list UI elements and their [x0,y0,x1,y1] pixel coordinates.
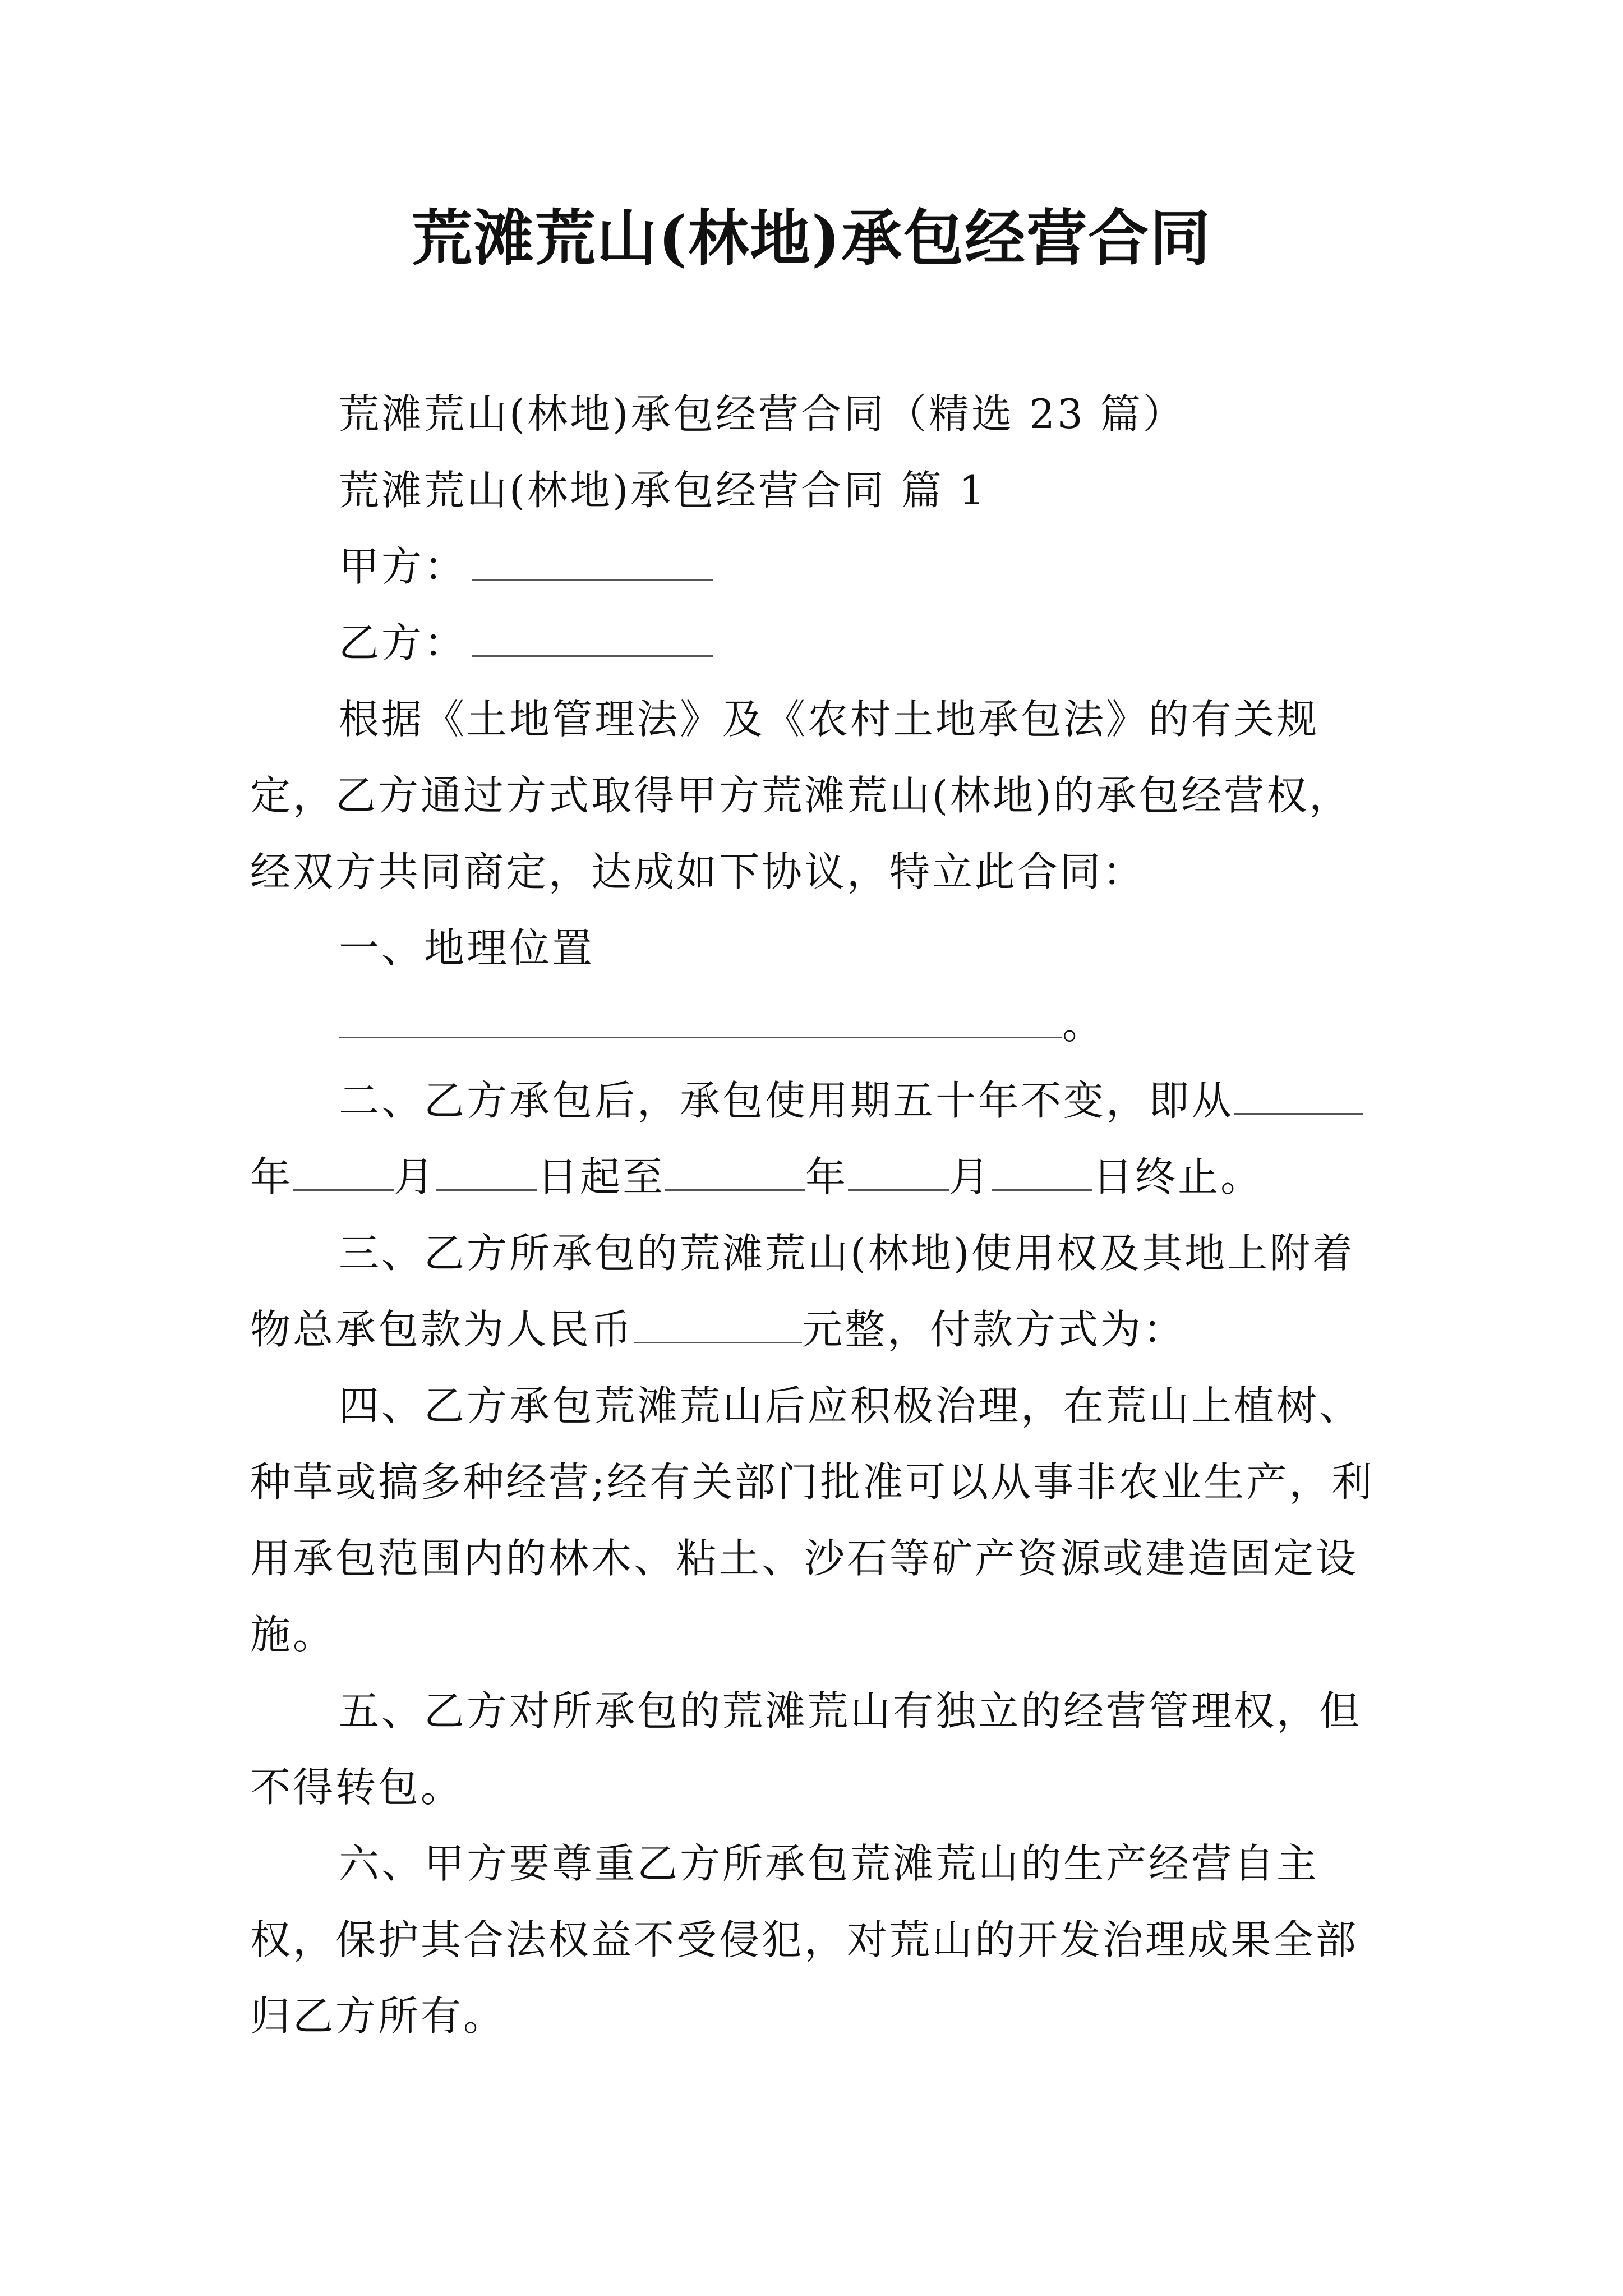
end-year-blank [665,1153,805,1191]
start-day-blank [436,1153,537,1191]
amount-blank [634,1305,802,1343]
clause-1-end: 。 [1062,1001,1105,1048]
clause-2-text: 二、乙方承包后，承包使用期五十年不变，即从 [339,1077,1234,1124]
party-b-line [250,605,1394,681]
clause-1-heading: 一、地理位置 [339,924,595,972]
end-day-blank [992,1153,1092,1191]
clause-3-text: 三、乙方所承包的荒滩荒山(林地)使用权及其地上附着物总承包款为人民币 [250,1230,1355,1353]
party-a-blank [472,542,713,581]
start-year-blank [1234,1076,1363,1115]
clause-2-year-1: 年 [250,1153,293,1200]
party-a-label: 甲方： [339,543,467,590]
subtitle: 荒滩荒山(林地)承包经营合同（精选 23 篇） [339,390,1186,438]
document-body [250,376,1394,2054]
intro-paragraph: 根据《土地管理法》及《农村土地承包法》的有关规定，乙方通过方式取得甲方荒滩荒山(林地)的承包经营权，经双方共同商定，达成如下协议，特立此合同： [250,696,1352,895]
clause-3-paragraph [250,1215,1394,1368]
location-blank [339,1000,1062,1038]
clause-2-day-1: 日起至 [537,1153,666,1200]
document-title: 荒滩荒山(林地)承包经营合同 [411,203,1212,274]
clause-6-paragraph: 六、甲方要尊重乙方所承包荒滩荒山的生产经营自主权，保护其合法权益不受侵犯，对荒山的开发治理成果全部归乙方所有。 [250,1840,1359,2040]
section-heading: 荒滩荒山(林地)承包经营合同 篇 1 [339,467,987,514]
end-month-blank [848,1153,949,1191]
clause-2-year-2: 年 [805,1153,849,1200]
party-b-label: 乙方： [339,619,467,666]
clause-4-paragraph: 四、乙方承包荒滩荒山后应积极治理，在荒山上植树、种草或搞多种经营;经有关部门批准可以从事非农业生产，利用承包范围内的林木、粘土、沙石等矿产资源或建造固定设施。 [250,1382,1375,1658]
party-b-blank [472,619,713,657]
clause-2-day-2: 日终止。 [1092,1153,1264,1200]
clause-2-month-1: 月 [394,1153,437,1200]
clause-1-location-line [250,986,1394,1062]
clause-2-month-2: 月 [949,1153,992,1200]
clause-3-payment: 元整，付款方式为： [802,1306,1186,1353]
clause-5-paragraph: 五、乙方对所承包的荒滩荒山有独立的经营管理权，但不得转包。 [250,1687,1362,1811]
start-month-blank [293,1153,394,1191]
clause-2-paragraph [250,1062,1394,1215]
party-a-line [250,528,1394,605]
